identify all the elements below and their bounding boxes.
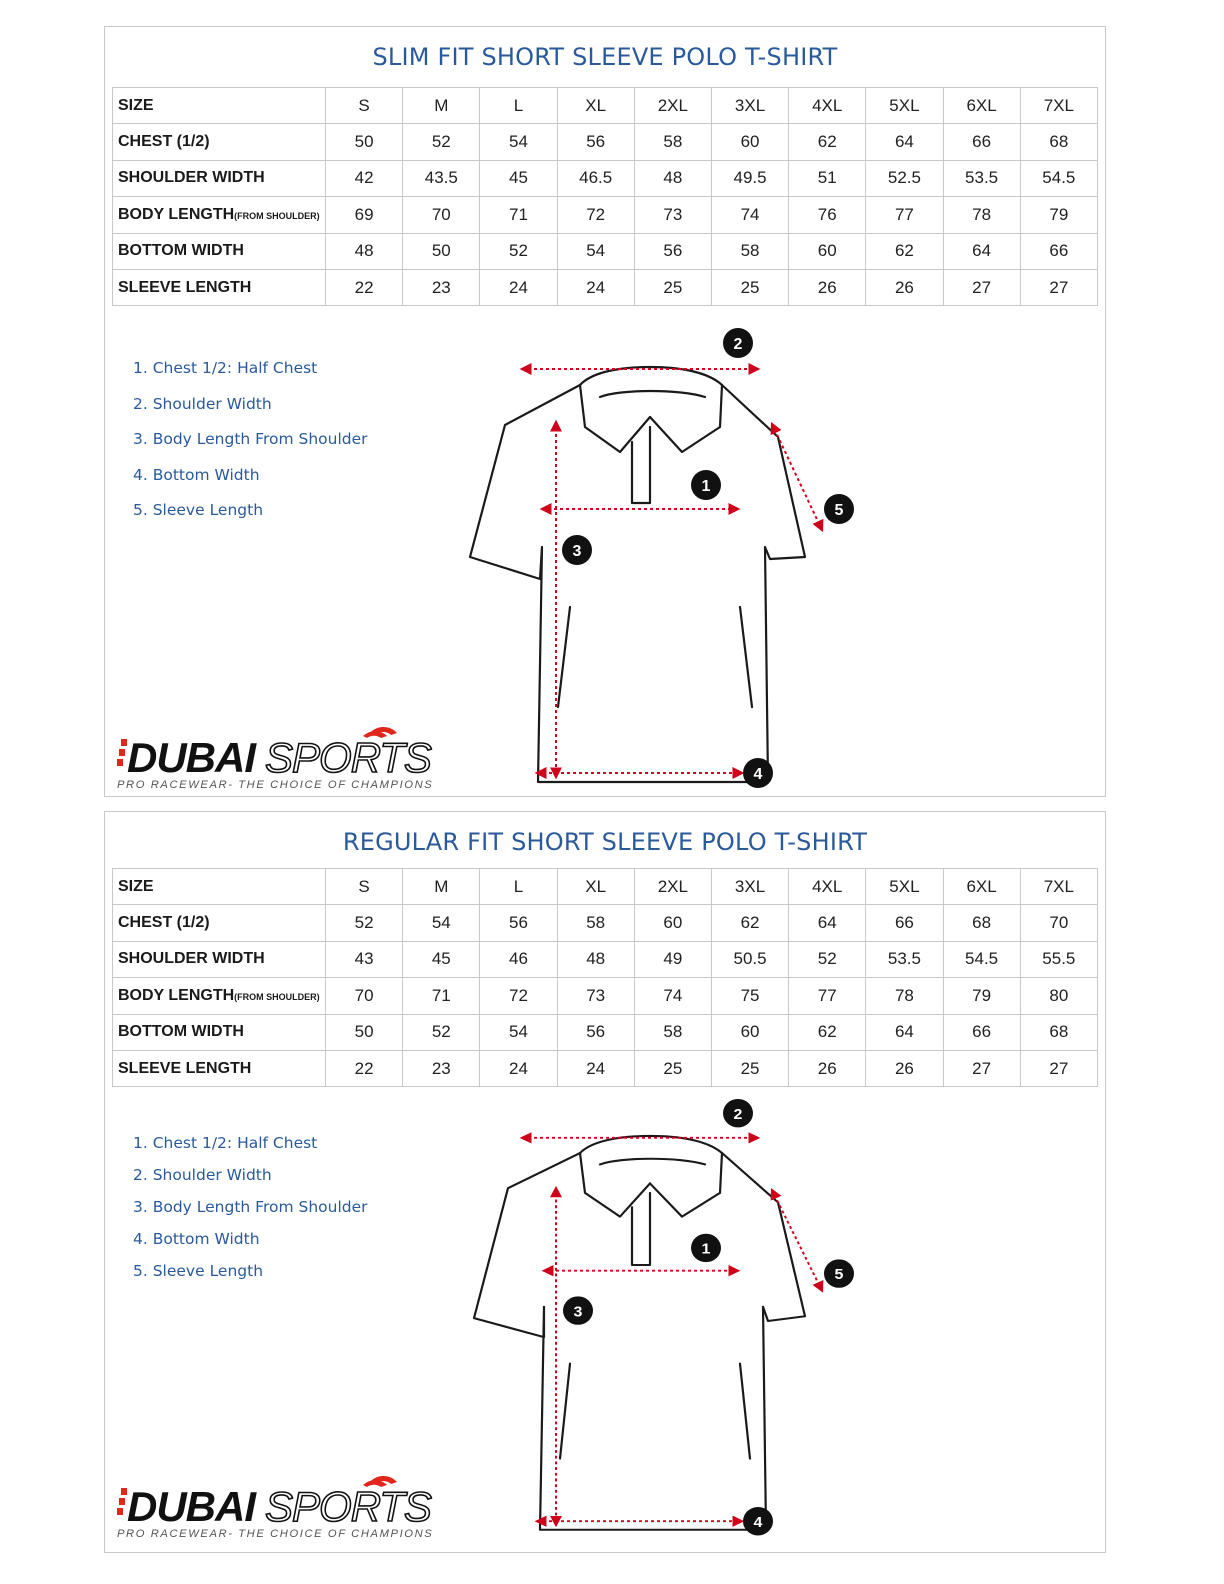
measurement-value-cell: 43 [326, 941, 403, 977]
measurement-value-cell: 64 [866, 124, 943, 160]
slim-polo-shirt-diagram [460, 327, 860, 797]
measurement-value-cell: 66 [943, 124, 1020, 160]
measurement-value-cell: 54.5 [1020, 160, 1097, 196]
measurement-value-cell: 25 [711, 1050, 788, 1086]
measurement-value-cell: 66 [1020, 233, 1097, 269]
marker-badge-2 [723, 328, 753, 358]
measurement-value-cell: 50 [403, 233, 480, 269]
measurement-value-cell: 54 [480, 124, 557, 160]
measurement-value-cell: 54.5 [943, 941, 1020, 977]
measurement-value-cell: 46 [480, 941, 557, 977]
measurement-value-cell: 64 [866, 1014, 943, 1050]
marker-badge-5 [824, 494, 854, 524]
size-header-cell: 7XL [1020, 88, 1097, 124]
svg-text:5: 5 [834, 502, 844, 519]
measurement-value-cell: 52 [403, 1014, 480, 1050]
table-row [113, 124, 1098, 160]
marker-badge-4 [743, 1507, 773, 1535]
measurement-value-cell: 53.5 [866, 941, 943, 977]
regular-fit-panel [104, 811, 1106, 1553]
size-header-cell: 6XL [943, 869, 1020, 905]
measurement-value-cell: 54 [557, 233, 634, 269]
measurement-value-cell: 56 [557, 1014, 634, 1050]
dubai-sports-logo [115, 727, 467, 791]
size-header-cell: 4XL [789, 869, 866, 905]
measurement-label [113, 1050, 326, 1086]
measurement-value-cell: 55.5 [1020, 941, 1097, 977]
table-row [113, 978, 1098, 1014]
measurement-value-cell: 77 [789, 978, 866, 1014]
measurement-value-cell: 24 [480, 1050, 557, 1086]
regular-polo-shirt-diagram [460, 1098, 860, 1544]
measurement-label [113, 978, 326, 1014]
measurement-value-cell: 74 [711, 197, 788, 233]
measurement-value-cell: 26 [789, 269, 866, 305]
measurement-value-cell: 77 [866, 197, 943, 233]
marker-badge-4 [743, 758, 773, 788]
measurement-value-cell: 58 [711, 233, 788, 269]
polo-shirt-icon [474, 1136, 805, 1530]
measurement-value-cell: 25 [634, 269, 711, 305]
legend-item-chest: 1. Chest 1/2: Half Chest [133, 1134, 318, 1152]
measurement-arrows [522, 1138, 822, 1525]
measurement-label-text: BODY LENGTH [118, 205, 235, 223]
measurement-value-cell: 24 [557, 1050, 634, 1086]
measurement-value-cell: 60 [711, 124, 788, 160]
measurement-value-cell: 27 [943, 1050, 1020, 1086]
table-row [113, 905, 1098, 941]
size-header-cell: L [480, 869, 557, 905]
measurement-value-cell: 60 [789, 233, 866, 269]
size-header-cell: L [480, 88, 557, 124]
measurement-value-cell: 79 [1020, 197, 1097, 233]
legend-item-body-length: 3. Body Length From Shoulder [133, 1198, 368, 1216]
table-row [113, 941, 1098, 977]
measurement-value-cell: 79 [943, 978, 1020, 1014]
measurement-value-cell: 27 [1020, 269, 1097, 305]
measurement-value-cell: 68 [1020, 124, 1097, 160]
svg-text:4: 4 [753, 766, 763, 783]
size-header-label: SIZE [113, 88, 326, 124]
measurement-label-text: BOTTOM WIDTH [118, 1023, 244, 1041]
measurement-value-cell: 73 [557, 978, 634, 1014]
slim-fit-panel [104, 26, 1106, 797]
svg-text:2: 2 [733, 336, 743, 353]
measurement-value-cell: 74 [634, 978, 711, 1014]
measurement-label-text: SHOULDER WIDTH [118, 950, 265, 968]
size-header-cell: 4XL [789, 88, 866, 124]
size-header-cell: 7XL [1020, 869, 1097, 905]
table-row [113, 1050, 1098, 1086]
measurement-value-cell: 70 [1020, 905, 1097, 941]
logo-red-bars [117, 1488, 127, 1515]
measurement-value-cell: 48 [557, 941, 634, 977]
table-row [113, 233, 1098, 269]
svg-text:1: 1 [701, 1240, 711, 1258]
measurement-value-cell: 62 [711, 905, 788, 941]
legend-item-shoulder: 2. Shoulder Width [133, 1166, 272, 1184]
measurement-value-cell: 62 [866, 233, 943, 269]
svg-text:4: 4 [753, 1514, 763, 1531]
measurement-value-cell: 72 [557, 197, 634, 233]
size-header-label: SIZE [113, 869, 326, 905]
measurement-label-note: (FROM SHOULDER) [234, 210, 320, 221]
legend-item-body-length: 3. Body Length From Shoulder [133, 430, 368, 448]
measurement-label [113, 197, 326, 233]
measurement-label-text: BODY LENGTH [118, 986, 235, 1004]
measurement-value-cell: 56 [634, 233, 711, 269]
size-header-cell: 3XL [711, 88, 788, 124]
measurement-value-cell: 50 [326, 1014, 403, 1050]
regular-measurement-legend [133, 1134, 368, 1294]
measurement-value-cell: 46.5 [557, 160, 634, 196]
size-header-row [113, 869, 1098, 905]
regular-fit-size-table [112, 868, 1098, 1087]
measurement-label-text: SLEEVE LENGTH [118, 278, 252, 296]
measurement-value-cell: 66 [943, 1014, 1020, 1050]
measurement-value-cell: 23 [403, 269, 480, 305]
measurement-value-cell: 48 [326, 233, 403, 269]
table-row [113, 160, 1098, 196]
legend-item-bottom-width: 4. Bottom Width [133, 465, 260, 484]
measurement-value-cell: 50.5 [711, 941, 788, 977]
measurement-value-cell: 71 [480, 197, 557, 233]
measurement-value-cell: 23 [403, 1050, 480, 1086]
measurement-label [113, 124, 326, 160]
measurement-value-cell: 43.5 [403, 160, 480, 196]
measurement-value-cell: 45 [480, 160, 557, 196]
measurement-value-cell: 58 [557, 905, 634, 941]
measurement-value-cell: 80 [1020, 978, 1097, 1014]
dubai-sports-logo [115, 1476, 467, 1540]
size-header-cell: 5XL [866, 869, 943, 905]
measurement-value-cell: 27 [1020, 1050, 1097, 1086]
table-row [113, 269, 1098, 305]
size-header-cell: M [403, 88, 480, 124]
svg-text:1: 1 [701, 478, 711, 495]
measurement-value-cell: 68 [1020, 1014, 1097, 1050]
measurement-value-cell: 42 [326, 160, 403, 196]
measurement-label-text: BOTTOM WIDTH [118, 242, 244, 260]
slim-fit-title: SLIM FIT SHORT SLEEVE POLO T-SHIRT [372, 43, 838, 71]
measurement-value-cell: 51 [789, 160, 866, 196]
measurement-value-cell: 22 [326, 269, 403, 305]
size-header-cell: S [326, 88, 403, 124]
measurement-value-cell: 54 [403, 905, 480, 941]
logo-red-bars [117, 739, 127, 766]
measurement-value-cell: 24 [557, 269, 634, 305]
measurement-value-cell: 75 [711, 978, 788, 1014]
measurement-label-text: CHEST (1/2) [118, 914, 210, 932]
measurement-value-cell: 26 [789, 1050, 866, 1086]
size-header-cell: 2XL [634, 88, 711, 124]
size-header-row [113, 88, 1098, 124]
measurement-value-cell: 72 [480, 978, 557, 1014]
measurement-value-cell: 54 [480, 1014, 557, 1050]
measurement-value-cell: 52 [789, 941, 866, 977]
measurement-value-cell: 78 [866, 978, 943, 1014]
measurement-value-cell: 69 [326, 197, 403, 233]
measurement-value-cell: 78 [943, 197, 1020, 233]
measurement-value-cell: 71 [403, 978, 480, 1014]
measurement-label [113, 941, 326, 977]
regular-fit-title: REGULAR FIT SHORT SLEEVE POLO T-SHIRT [342, 828, 868, 856]
measurement-value-cell: 73 [634, 197, 711, 233]
polo-shirt-icon [470, 367, 805, 782]
measurement-label-text: SHOULDER WIDTH [118, 169, 265, 187]
table-row [113, 197, 1098, 233]
marker-badge-1 [691, 470, 721, 500]
logo-dubai-text: DUBAI [127, 1483, 255, 1530]
size-header-cell: M [403, 869, 480, 905]
size-header-cell: S [326, 869, 403, 905]
measurement-value-cell: 24 [480, 269, 557, 305]
measurement-value-cell: 56 [557, 124, 634, 160]
measurement-value-cell: 48 [634, 160, 711, 196]
measurement-value-cell: 50 [326, 124, 403, 160]
measurement-label [113, 1014, 326, 1050]
measurement-label [113, 160, 326, 196]
svg-text:3: 3 [573, 1303, 583, 1321]
measurement-value-cell: 52 [403, 124, 480, 160]
measurement-value-cell: 49.5 [711, 160, 788, 196]
measurement-label-text: CHEST (1/2) [118, 133, 210, 151]
measurement-value-cell: 52 [326, 905, 403, 941]
size-header-cell: 3XL [711, 869, 788, 905]
measurement-arrows [522, 369, 822, 777]
marker-badge-1 [691, 1234, 721, 1262]
measurement-value-cell: 64 [943, 233, 1020, 269]
measurement-value-cell: 25 [711, 269, 788, 305]
measurement-value-cell: 62 [789, 124, 866, 160]
measurement-label [113, 233, 326, 269]
measurement-label [113, 269, 326, 305]
size-header-cell: XL [557, 88, 634, 124]
logo-tagline: PRO RACEWEAR- THE CHOICE OF CHAMPIONS [117, 1528, 434, 1540]
measurement-value-cell: 56 [480, 905, 557, 941]
table-row [113, 1014, 1098, 1050]
svg-text:3: 3 [572, 543, 582, 560]
slim-fit-size-table [112, 87, 1098, 306]
size-header-cell: XL [557, 869, 634, 905]
measurement-value-cell: 70 [403, 197, 480, 233]
legend-item-chest: 1. Chest 1/2: Half Chest [133, 359, 318, 377]
size-header-cell: 5XL [866, 88, 943, 124]
measurement-value-cell: 58 [634, 124, 711, 160]
measurement-value-cell: 64 [789, 905, 866, 941]
size-header-cell: 6XL [943, 88, 1020, 124]
marker-badge-3 [563, 1296, 593, 1324]
measurement-value-cell: 26 [866, 269, 943, 305]
legend-item-sleeve-length: 5. Sleeve Length [133, 1262, 264, 1280]
slim-measurement-legend [133, 359, 368, 537]
measurement-value-cell: 66 [866, 905, 943, 941]
svg-text:2: 2 [733, 1106, 743, 1123]
legend-item-sleeve-length: 5. Sleeve Length [133, 501, 264, 519]
measurement-value-cell: 27 [943, 269, 1020, 305]
measurement-value-cell: 25 [634, 1050, 711, 1086]
measurement-value-cell: 52 [480, 233, 557, 269]
logo-tagline: PRO RACEWEAR- THE CHOICE OF CHAMPIONS [117, 779, 434, 791]
measurement-value-cell: 52.5 [866, 160, 943, 196]
measurement-value-cell: 58 [634, 1014, 711, 1050]
measurement-label-text: SLEEVE LENGTH [118, 1059, 252, 1077]
measurement-value-cell: 60 [634, 905, 711, 941]
logo-dubai-text: DUBAI [127, 734, 255, 781]
size-header-cell: 2XL [634, 869, 711, 905]
measurement-value-cell: 60 [711, 1014, 788, 1050]
logo-sports-text: SPORTS [265, 734, 431, 781]
legend-item-bottom-width: 4. Bottom Width [133, 1230, 260, 1248]
measurement-value-cell: 22 [326, 1050, 403, 1086]
legend-item-shoulder: 2. Shoulder Width [133, 394, 272, 413]
measurement-value-cell: 26 [866, 1050, 943, 1086]
measurement-value-cell: 53.5 [943, 160, 1020, 196]
measurement-value-cell: 45 [403, 941, 480, 977]
measurement-label [113, 905, 326, 941]
marker-badge-2 [723, 1099, 753, 1127]
measurement-value-cell: 62 [789, 1014, 866, 1050]
marker-badge-3 [562, 535, 592, 565]
svg-text:5: 5 [834, 1266, 844, 1284]
logo-sports-text: SPORTS [265, 1483, 431, 1530]
measurement-value-cell: 70 [326, 978, 403, 1014]
measurement-value-cell: 49 [634, 941, 711, 977]
measurement-value-cell: 68 [943, 905, 1020, 941]
marker-badge-5 [824, 1259, 854, 1287]
measurement-value-cell: 76 [789, 197, 866, 233]
measurement-label-note: (FROM SHOULDER) [234, 991, 320, 1002]
